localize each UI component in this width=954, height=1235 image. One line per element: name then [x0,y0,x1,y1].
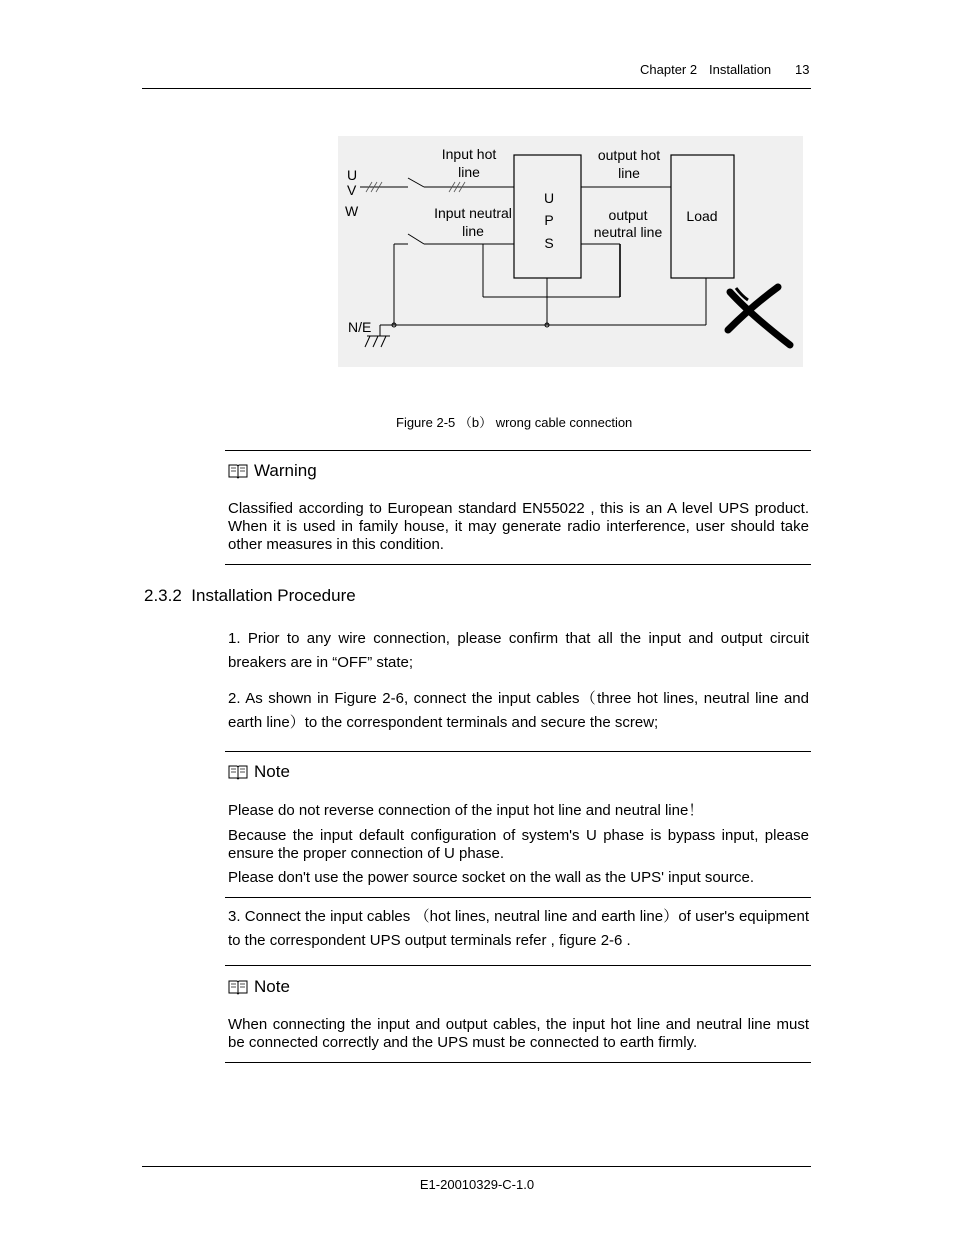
book-icon [228,979,248,995]
header-title: Installation [709,62,772,77]
book-icon [228,463,248,479]
warning-bottom-rule [225,564,811,565]
label-output-neutral-1: output [608,207,648,223]
section-heading [144,586,356,606]
label-output-hot-2: line [618,165,640,181]
label-output-neutral-2: neutral line [593,224,663,240]
label-input-hot-1: Input hot [441,146,497,162]
footer-rule [142,1166,811,1167]
note2-bottom-rule [225,1062,811,1063]
note2-title-text: Note [254,977,290,996]
header-rule [142,88,811,89]
label-v: V [347,182,357,198]
footer-doc-id: E1-20010329-C-1.0 [419,1177,535,1192]
label-ups-u: U [543,190,555,206]
warning-top-rule [225,450,811,451]
warning-title [228,461,317,481]
note2-title [228,977,290,997]
step-3: 3. Connect the input cables （hot lines, neutral line and earth line）of user's equipment to the correspondent UPS output terminals refer , figure 2-6 . [228,908,809,949]
note1-top-rule [225,751,811,752]
note1-line-1: Please do not reverse connection of the input hot line and neutral line！ [228,802,704,819]
note1-bottom-rule [225,897,811,898]
note2-text: When connecting the input and output cables, the input hot line and neutral line must be connected correctly and the UPS must be connected to earth firmly. [228,1016,809,1051]
label-input-neutral-2: line [462,223,484,239]
label-ne: N/E [348,319,372,335]
section-title: Installation Procedure [191,586,356,605]
label-input-neutral-1: Input neutral [434,205,512,221]
warning-text: Classified according to European standard EN55022 , this is an A level UPS product. When it is used in family house, it may generate radio interference, user should take other measures in this condition. [228,500,809,553]
label-u: U [347,167,358,183]
wiring-diagram [338,136,803,367]
label-load: Load [686,208,718,224]
note1-title-text: Note [254,762,290,781]
note1-line-3: Please don't use the power source socket on the wall as the UPS' input source. [228,869,755,886]
book-icon [228,764,248,780]
label-output-hot-1: output hot [597,147,661,163]
note2-top-rule [225,965,811,966]
note1-title [228,762,290,782]
figure-caption: Figure 2-5 （b） wrong cable connection [396,415,633,430]
label-ups-s: S [544,235,554,251]
step-1: 1. Prior to any wire connection, please confirm that all the input and output circuit breakers are in “OFF” state; [228,630,809,671]
label-input-hot-2: line [458,164,480,180]
header-chapter [640,62,697,77]
label-ups-p: P [544,212,554,228]
step-2: 2. As shown in Figure 2-6, connect the input cables（three hot lines, neutral line and earth line）to the correspondent terminals and secure the screw; [228,690,809,731]
label-w: W [345,203,359,219]
warning-title-text: Warning [254,461,317,480]
header-page-number: 13 [795,62,810,77]
note1-line-2: Because the input default configuration of system's U phase is bypass input, please ensure the proper connection of U phase. [228,827,809,862]
section-number: 2.3.2 [144,586,182,605]
header-chapter-label: Chapter 2 [640,62,698,77]
